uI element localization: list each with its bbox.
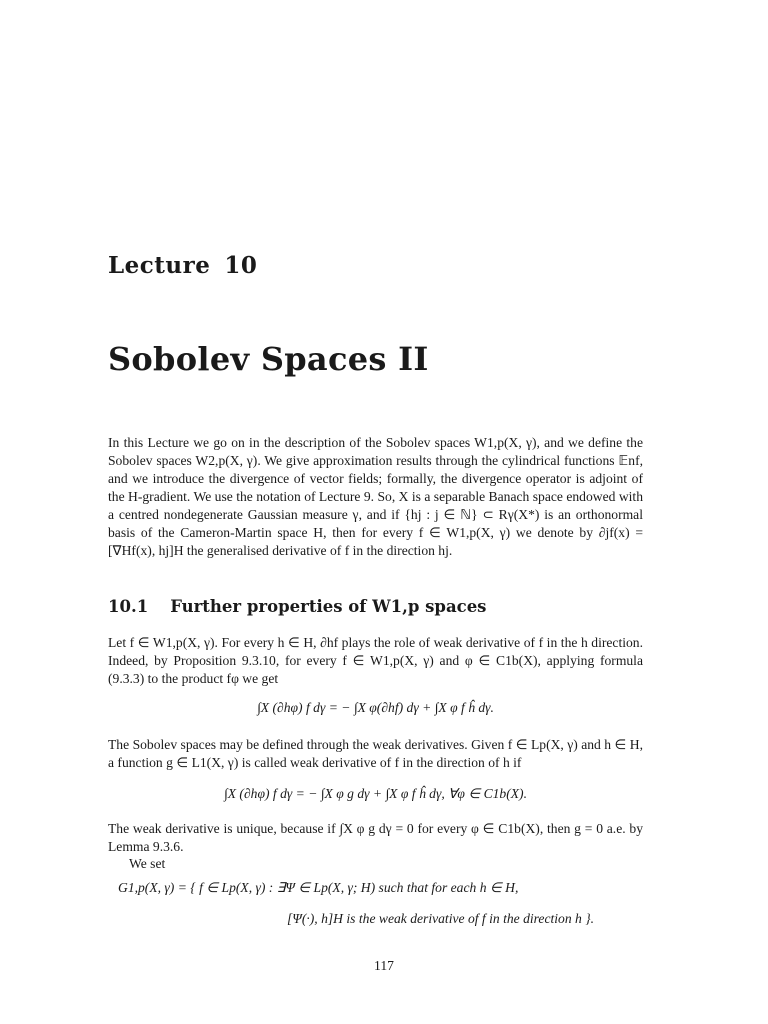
section-heading (108, 597, 486, 616)
section-title: Further properties of W1,p spaces (170, 597, 487, 616)
chapter-title: Sobolev Spaces II (108, 340, 429, 378)
equation-3-line-2: [Ψ(·), h]H is the weak derivative of f in the direction h }. (287, 911, 595, 926)
intro-paragraph: In this Lecture we go on in the description of the Sobolev spaces W1,p(X, γ), and we define the Sobolev spaces W2,p(X, γ). We give approximation results through the cylindrical functions 𝔼nf, and we introduce the divergence of vector fields; formally, the divergence operator is adjoint of the H-gradient. We use the notation of Lecture 9. So, X is a separable Banach space endowed with a centred nondegenerate Gaussian measure γ, and if {hj : j ∈ ℕ} ⊂ Rγ(X*) is an orthonormal basis of the Cameron-Martin space H, then for every f ∈ W1,p(X, γ) we denote by ∂jf(x) = [∇Hf(x), hj]H the generalised derivative of f in the direction hj. (108, 435, 643, 558)
paragraph-3: The weak derivative is unique, because if ∫X φ g dγ = 0 for every φ ∈ C1b(X), then g = 0 a.e. by Lemma 9.3.6. (108, 821, 643, 854)
page-number: 117 (374, 958, 394, 973)
lecture-number: 10 (224, 252, 258, 279)
paragraph-2: The Sobolev spaces may be defined through the weak derivatives. Given f ∈ Lp(X, γ) and h ∈ H, a function g ∈ L1(X, γ) is called weak derivative of f in the direction of h if (108, 737, 643, 770)
paragraph-1: Let f ∈ W1,p(X, γ). For every h ∈ H, ∂hf plays the role of weak derivative of f in the h direction. Indeed, by Proposition 9.3.10, for every f ∈ W1,p(X, γ) and φ ∈ C1b(X), applying formula (9.3.3) to the product fφ we get (108, 635, 643, 686)
section-number: 10.1 (108, 597, 149, 616)
lecture-label (108, 252, 257, 279)
equation-2: ∫X (∂hφ) f dγ = − ∫X φ g dγ + ∫X φ f ĥ dγ, ∀φ ∈ C1b(X). (224, 786, 527, 801)
lecture-word: Lecture (108, 252, 211, 279)
equation-3-line-1: G1,p(X, γ) = { f ∈ Lp(X, γ) : ∃Ψ ∈ Lp(X, γ; H) such that for each h ∈ H, (118, 880, 519, 895)
equation-1: ∫X (∂hφ) f dγ = − ∫X φ(∂hf) dγ + ∫X φ f ĥ dγ. (257, 700, 494, 715)
we-set-text: We set (129, 856, 166, 871)
